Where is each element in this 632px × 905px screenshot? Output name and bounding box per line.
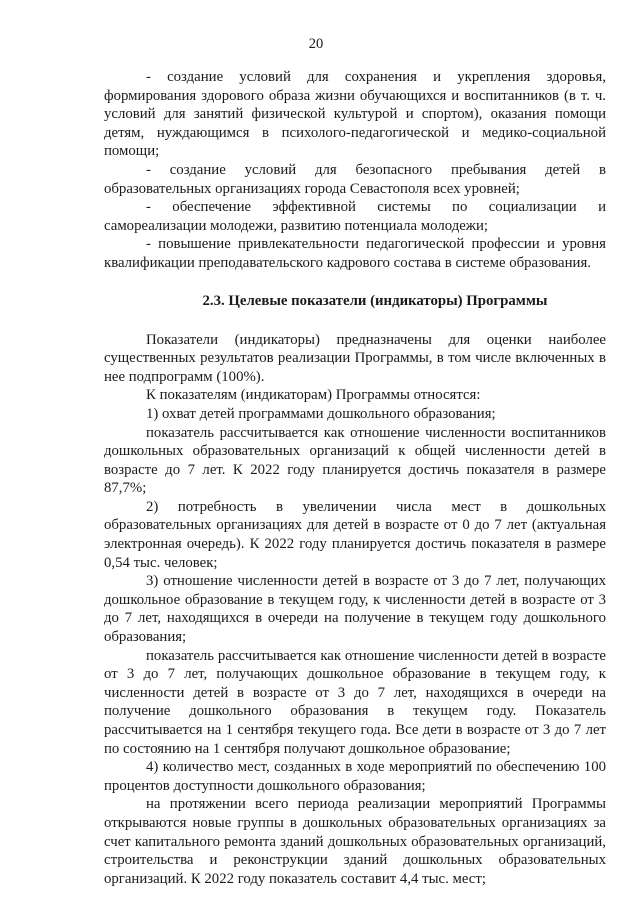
paragraph: К показателям (индикаторам) Программы относятся: — [146, 387, 481, 404]
paragraph: на протяжении всего периода реализации мероприятий Программы открываются новые группы в дошкольных образовательных организациях за счет капитального ремонта зданий дошкольных образовательных организаций, строительства и реконструкции зданий дошкольных образовательных организаций. К 2022 году показатель составит 4,4 тыс. мест; — [104, 796, 606, 887]
paragraph: Показатели (индикаторы) предназначены для оценки наиболее существенных результатов реализации Программы, в том числе включенных в нее подпрограмм (100%). — [104, 331, 606, 385]
paragraph: 4) количество мест, созданных в ходе мероприятий по обеспечению 100 процентов доступности дошкольного образования; — [104, 759, 606, 794]
list-item: - обеспечение эффективной системы по социализации и самореализации молодежи, развитию потенциала молодежи; — [104, 199, 606, 234]
list-item: - создание условий для сохранения и укрепления здоровья, формирования здорового образа жизни обучающихся и воспитанников (в т. ч. условий для занятий физической культурой и спортом), оказания помощи детям, нуждающимся в психолого-педагогической и медико-социальной помощи; — [104, 69, 606, 160]
paragraph: 1) охват детей программами дошкольного образования; — [146, 405, 496, 422]
page-number: 20 — [308, 36, 324, 52]
paragraph: показатель рассчитывается как отношение численности воспитанников дошкольных образовательных организаций к общей численности детей в возрасте до 7 лет. К 2022 году планируется достичь показателя в размере 87,7%; — [104, 424, 606, 497]
paragraph: 3) отношение численности детей в возрасте от 3 до 7 лет, получающих дошкольное образование в текущем году, к численности детей в возрасте от 3 до 7 лет, находящихся в очереди на получение в текущем году дошкольного образования; — [104, 573, 606, 646]
document-body — [104, 68, 606, 888]
list-item: - создание условий для безопасного пребывания детей в образовательных организациях города Севастополя всех уровней; — [104, 161, 606, 197]
paragraph: показатель рассчитывается как отношение численности детей в возрасте от 3 до 7 лет, получающих дошкольное образование в текущем году, к численности детей в возрасте от 3 до 7 лет, находящихся в очереди на получение дошкольного образования в текущем году. Показатель рассчитывается на 1 сентября текущего года. Все дети в возрасте от 3 до 7 лет по состоянию на 1 сентября получают дошкольное образование; — [104, 647, 606, 757]
paragraph: 2) потребность в увеличении числа мест в дошкольных образовательных организациях для детей в возрасте от 0 до 7 лет (актуальная электронная очередь). К 2022 году планируется достичь показателя в размере 0,54 тыс. человек; — [104, 498, 606, 571]
list-item: - повышение привлекательности педагогической профессии и уровня квалификации преподавательского кадрового состава в системе образования. — [104, 236, 606, 271]
section-heading: 2.3. Целевые показатели (индикаторы) Программы — [202, 292, 548, 309]
